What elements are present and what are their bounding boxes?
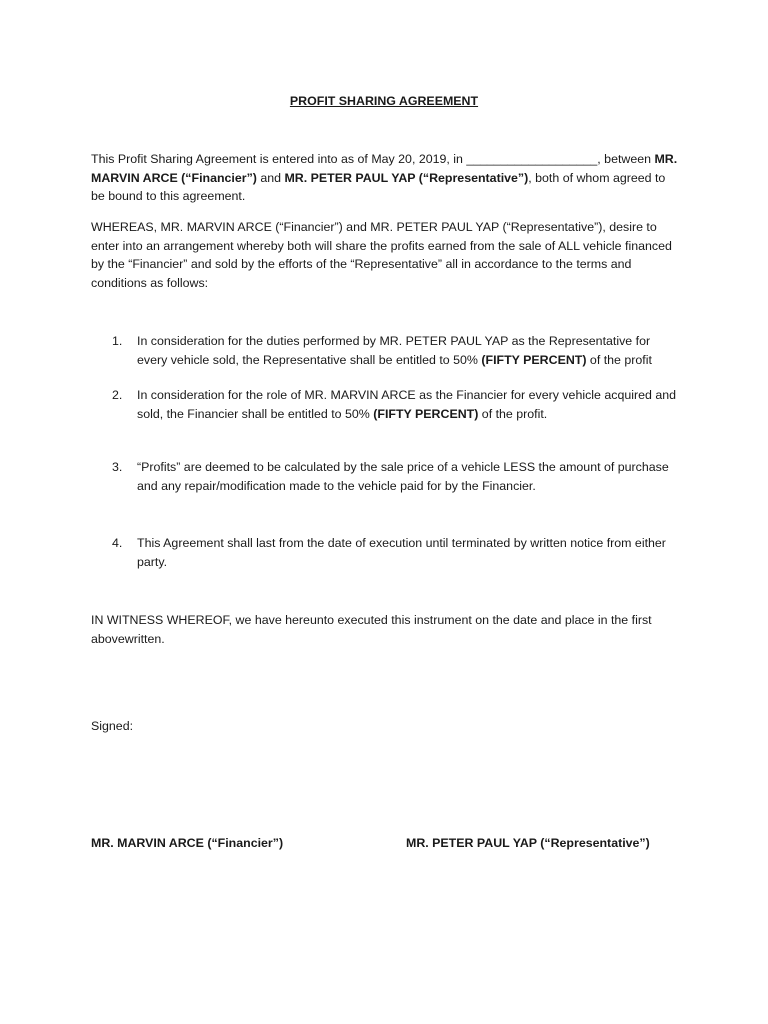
intro-text-3: , both of whom agreed to be bound to this agreement. [91, 170, 666, 204]
signed-label: Signed: [91, 719, 134, 733]
list-item-number: 3. [112, 460, 123, 474]
intro-representative-name: MR. PETER PAUL YAP (“Representative”) [284, 170, 529, 185]
list-item-text: “Profits” are deemed to be calculated by the sale price of a vehicle LESS the amount of purchase and any repair/modification made to the vehicle paid for by the Financier. [137, 460, 669, 493]
list-item-text-part: of the profit. [478, 406, 548, 421]
witness-paragraph: IN WITNESS WHEREOF, we have hereunto executed this instrument on the date and place in the first abovewritten. [91, 613, 652, 646]
list-item-text [137, 332, 682, 369]
list-item-number: 1. [112, 334, 123, 348]
intro-text-1: This Profit Sharing Agreement is entered into as of May 20, 2019, in ___________________, between [91, 152, 655, 166]
list-item [112, 386, 682, 423]
list-item-text: This Agreement shall last from the date of execution until terminated by written notice from either party. [137, 536, 666, 569]
list-item-text-part: of the profit [586, 352, 652, 367]
list-item [112, 534, 682, 571]
document-title: PROFIT SHARING AGREEMENT [289, 94, 479, 108]
list-item-number: 4. [112, 536, 123, 550]
intro-financier-name: MR. MARVIN ARCE (“Financier”) [91, 152, 678, 185]
list-item-number: 2. [112, 388, 123, 402]
list-item-bold-part: (FIFTY PERCENT) [373, 406, 479, 421]
whereas-paragraph: WHEREAS, MR. MARVIN ARCE (“Financier”) and MR. PETER PAUL YAP (“Representative”), desire to enter into an arrangement whereby both will share the profits earned from the sale of ALL vehicle financed by the “Financier” and sold by the efforts of the “Representative” all in accordance to the terms and conditions as follows: [91, 220, 672, 290]
list-item [112, 332, 682, 369]
signatory-financier: MR. MARVIN ARCE (“Financier”) [91, 836, 284, 850]
list-item-bold-part: (FIFTY PERCENT) [481, 352, 587, 367]
list-item-text-part: In consideration for the role of MR. MARVIN ARCE as the Financier for every vehicle acquired and sold, the Financier shall be entitled to 50% [137, 388, 677, 421]
signatory-representative: MR. PETER PAUL YAP (“Representative”) [406, 836, 650, 850]
intro-text-2: and [256, 170, 285, 185]
intro-paragraph [91, 150, 679, 206]
list-item-text-part: In consideration for the duties performed by MR. PETER PAUL YAP as the Representative for every vehicle sold, the Representative shall be entitled to 50% [137, 334, 651, 367]
list-item [112, 458, 682, 495]
list-item-text [137, 386, 682, 423]
